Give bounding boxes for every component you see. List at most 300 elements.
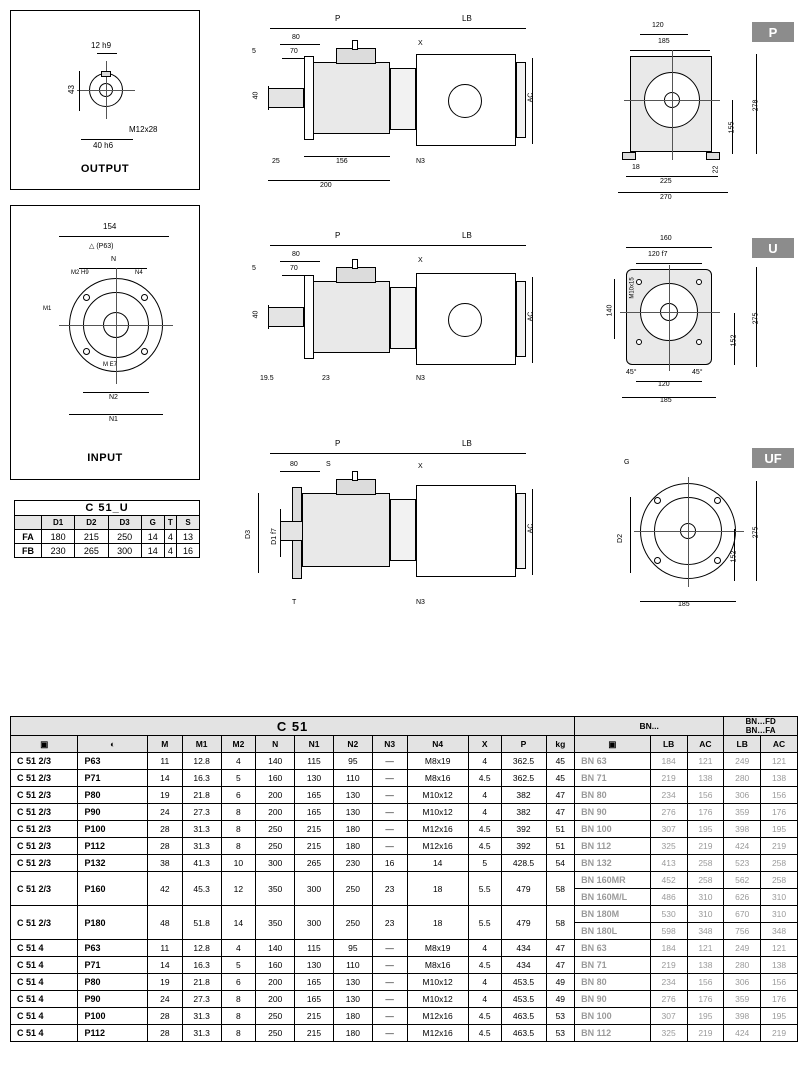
uff-bolt-tr — [714, 497, 721, 504]
ufs-dim-T: T — [292, 599, 297, 606]
cell-N2: 110 — [333, 770, 372, 787]
p-dim-40: 40 — [252, 91, 260, 100]
cell-ac2: 138 — [761, 957, 798, 974]
cell-ac2: 195 — [761, 821, 798, 838]
cell-M2: 8 — [221, 804, 256, 821]
table-row — [11, 855, 798, 872]
cell-M1: 16.3 — [182, 770, 221, 787]
cell-ac2: 138 — [761, 770, 798, 787]
cell-ac2: 258 — [761, 855, 798, 872]
c51u-col-s: S — [177, 516, 200, 530]
cell-lb2: 756 — [724, 923, 761, 940]
cell-ac: 219 — [687, 1025, 724, 1042]
cell-N3: — — [372, 991, 407, 1008]
cell-bn: BN 112 — [575, 838, 651, 855]
cell-lb: 307 — [650, 821, 687, 838]
cell-ac2: 310 — [761, 889, 798, 906]
uff-bolt-tl — [654, 497, 661, 504]
uff-dim-D2: D2 — [616, 534, 624, 543]
cell-N3: — — [372, 753, 407, 770]
cell-M1: 12.8 — [182, 753, 221, 770]
cell-gear: C 51 2/3 — [11, 838, 78, 855]
cell-N3: — — [372, 1008, 407, 1025]
u-gearbox-top-housing — [336, 267, 376, 283]
cell-lb: 234 — [650, 787, 687, 804]
cell-N: 250 — [256, 1025, 295, 1042]
table-row — [11, 872, 798, 889]
cell-ac2: 310 — [761, 906, 798, 923]
p-dim-156-line — [304, 156, 390, 157]
ufs-dim-P-line — [270, 453, 416, 454]
cell-P: 382 — [501, 804, 546, 821]
header-LB: LB — [650, 736, 687, 753]
cell-N4: M10x12 — [407, 974, 468, 991]
u-dim-80: 80 — [292, 251, 300, 258]
table-title-row — [11, 717, 798, 736]
cell-N: 200 — [256, 991, 295, 1008]
cell-motor: P90 — [78, 804, 148, 821]
cell-N1: 215 — [295, 1008, 334, 1025]
cell-N4: M12x16 — [407, 1025, 468, 1042]
uf2-dim-275: 275 — [752, 312, 760, 325]
cell-M2: 4 — [221, 940, 256, 957]
cell-lb2: 398 — [724, 821, 761, 838]
c51u-fb-d2: 265 — [75, 544, 108, 558]
cell-ac: 156 — [687, 974, 724, 991]
cell-ac2: 348 — [761, 923, 798, 940]
cell-N1: 215 — [295, 821, 334, 838]
input-bolt-hole-tl — [83, 294, 90, 301]
uff-dim-275: 275 — [752, 526, 760, 539]
cell-P: 382 — [501, 787, 546, 804]
c51u-fa-d2: 215 — [75, 530, 108, 544]
cell-N: 250 — [256, 821, 295, 838]
cell-M1: 12.8 — [182, 940, 221, 957]
cell-M2: 10 — [221, 855, 256, 872]
cell-M: 24 — [147, 804, 182, 821]
cell-X: 4.5 — [468, 1008, 501, 1025]
cell-lb2: 359 — [724, 804, 761, 821]
table-row — [11, 804, 798, 821]
uf2-bolt-br — [696, 339, 702, 345]
ufs-dim-D3: D3 — [244, 530, 252, 539]
ufs-output-shaft — [280, 521, 304, 541]
uf2-dim-m10x15: M10x15 — [629, 277, 636, 299]
output-panel — [10, 10, 200, 190]
c51u-fb-d3: 300 — [108, 544, 141, 558]
cell-lb: 325 — [650, 838, 687, 855]
c51u-fb-g: 14 — [141, 544, 164, 558]
c51u-row-fb — [15, 544, 200, 558]
u-dim-19-5: 19.5 — [260, 375, 274, 382]
cell-N: 140 — [256, 753, 295, 770]
table-row — [11, 838, 798, 855]
cell-N1: 165 — [295, 991, 334, 1008]
cell-M1: 31.3 — [182, 838, 221, 855]
pf-dim-120-line — [640, 34, 688, 35]
cell-motor: P80 — [78, 787, 148, 804]
cell-gear: C 51 4 — [11, 991, 78, 1008]
u-dim-23: 23 — [322, 375, 330, 382]
ufs-dim-80: 80 — [290, 461, 298, 468]
cell-bn: BN 100 — [575, 821, 651, 838]
cell-N4: M10x12 — [407, 991, 468, 1008]
cell-ac: 310 — [687, 906, 724, 923]
cell-ac2: 176 — [761, 804, 798, 821]
cell-kg: 49 — [546, 974, 575, 991]
cell-N4: M10x12 — [407, 804, 468, 821]
p-dim-156: 156 — [336, 158, 348, 165]
cell-P: 463.5 — [501, 1008, 546, 1025]
cell-M2: 8 — [221, 821, 256, 838]
cell-M: 14 — [147, 770, 182, 787]
cell-kg: 51 — [546, 838, 575, 855]
cell-N2: 130 — [333, 804, 372, 821]
cell-lb2: 424 — [724, 1025, 761, 1042]
cell-N1: 165 — [295, 804, 334, 821]
cell-N3: — — [372, 838, 407, 855]
cell-kg: 54 — [546, 855, 575, 872]
view-u-side — [240, 225, 540, 400]
uf2-dim-140: 140 — [606, 304, 614, 317]
cell-N3: 23 — [372, 872, 407, 906]
cell-N2: 95 — [333, 940, 372, 957]
p-dim-P: P — [335, 14, 341, 23]
input-dim-me7: M E7 — [103, 362, 118, 368]
cell-N1: 115 — [295, 753, 334, 770]
cell-kg: 45 — [546, 753, 575, 770]
cell-ac2: 219 — [761, 838, 798, 855]
cell-gear: C 51 2/3 — [11, 855, 78, 872]
cell-M: 48 — [147, 906, 182, 940]
cell-N2: 95 — [333, 753, 372, 770]
cell-P: 463.5 — [501, 1025, 546, 1042]
cell-M1: 27.3 — [182, 804, 221, 821]
header-motor-icon: ◐ — [78, 736, 148, 753]
cell-lb: 184 — [650, 940, 687, 957]
u-gearbox-flange — [304, 275, 314, 359]
header-P: P — [501, 736, 546, 753]
dimensions-table — [10, 716, 798, 1042]
header-AC2: AC — [761, 736, 798, 753]
cell-ac2: 258 — [761, 872, 798, 889]
cell-N4: M8x19 — [407, 753, 468, 770]
cell-P: 479 — [501, 872, 546, 906]
input-dim-n2: N2 — [109, 394, 118, 401]
cell-ac: 195 — [687, 1008, 724, 1025]
pf-dim-22: 22 — [712, 165, 720, 174]
p-dim-5: 5 — [252, 48, 256, 55]
pf-dim-270: 270 — [660, 194, 672, 201]
u-dim-40: 40 — [252, 310, 260, 319]
cell-ac: 348 — [687, 923, 724, 940]
uf2-dim-45a: 45° — [626, 369, 637, 376]
cell-lb2: 398 — [724, 1008, 761, 1025]
cell-lb2: 306 — [724, 787, 761, 804]
uf2-centerline-v — [669, 265, 670, 371]
u-dim-N3: N3 — [416, 375, 425, 382]
cell-bn: BN 100 — [575, 1008, 651, 1025]
tag-uf: UF — [752, 448, 794, 468]
cell-gear: C 51 2/3 — [11, 872, 78, 906]
cell-motor: P90 — [78, 991, 148, 1008]
cell-N3: — — [372, 821, 407, 838]
cell-lb: 413 — [650, 855, 687, 872]
cell-M: 28 — [147, 838, 182, 855]
cell-M2: 12 — [221, 872, 256, 906]
ufs-motor-body — [416, 485, 516, 577]
cell-gear: C 51 4 — [11, 1025, 78, 1042]
cell-M1: 31.3 — [182, 821, 221, 838]
output-dim-43: 43 — [66, 85, 76, 94]
cell-M2: 5 — [221, 957, 256, 974]
cell-P: 362.5 — [501, 770, 546, 787]
input-dim-154-line — [59, 236, 169, 237]
uf2-dim-120f7: 120 f7 — [648, 251, 668, 258]
cell-N4: M10x12 — [407, 787, 468, 804]
cell-lb2: 249 — [724, 753, 761, 770]
cell-kg: 53 — [546, 1008, 575, 1025]
cell-N1: 165 — [295, 787, 334, 804]
cell-bn: BN 80 — [575, 787, 651, 804]
p-dim-N3: N3 — [416, 158, 425, 165]
pf-dim-185-line — [630, 50, 710, 51]
pf-dim-225-line — [626, 176, 718, 177]
ufs-dim-N3: N3 — [416, 599, 425, 606]
cell-bn: BN 180M — [575, 906, 651, 923]
cell-X: 4 — [468, 787, 501, 804]
cell-motor: P71 — [78, 770, 148, 787]
cell-N3: — — [372, 940, 407, 957]
uff-dim-G: G — [624, 459, 630, 466]
table-row — [11, 1008, 798, 1025]
cell-M2: 8 — [221, 838, 256, 855]
output-dim-m12x28: M12x28 — [129, 125, 158, 134]
cell-N: 300 — [256, 855, 295, 872]
cell-N: 200 — [256, 787, 295, 804]
u-dim-LB-line — [416, 245, 526, 246]
cell-gear: C 51 2/3 — [11, 770, 78, 787]
cell-X: 5.5 — [468, 872, 501, 906]
ufs-motor-fan-cover — [516, 493, 526, 569]
ufs-dim-D3-line — [258, 493, 259, 573]
p-dim-80: 80 — [292, 34, 300, 41]
cell-gear: C 51 2/3 — [11, 821, 78, 838]
p-dim-AC: AC — [527, 92, 535, 103]
uf2-dim-185: 185 — [660, 397, 672, 404]
cell-bn: BN 132 — [575, 855, 651, 872]
cell-motor: P112 — [78, 838, 148, 855]
cell-kg: 58 — [546, 872, 575, 906]
cell-X: 4.5 — [468, 1025, 501, 1042]
cell-N: 350 — [256, 906, 295, 940]
cell-X: 4 — [468, 804, 501, 821]
u-gearbox-vent — [352, 259, 358, 269]
output-keyway — [101, 71, 111, 77]
input-warning-p63: △ (P63) — [89, 243, 114, 250]
cell-N4: M8x16 — [407, 770, 468, 787]
u-dim-X: X — [418, 257, 423, 264]
cell-X: 4 — [468, 940, 501, 957]
p-dim-80-line — [280, 44, 320, 45]
cell-lb: 276 — [650, 804, 687, 821]
header-N4: N4 — [407, 736, 468, 753]
header-X: X — [468, 736, 501, 753]
cell-P: 392 — [501, 821, 546, 838]
cell-lb: 307 — [650, 1008, 687, 1025]
input-dim-154: 154 — [103, 222, 117, 231]
cell-motor: P71 — [78, 957, 148, 974]
cell-N: 160 — [256, 957, 295, 974]
cell-bn: BN 63 — [575, 753, 651, 770]
cell-X: 4.5 — [468, 770, 501, 787]
input-bolt-hole-br — [141, 348, 148, 355]
pf-dim-270-line — [618, 192, 728, 193]
header-kg: kg — [546, 736, 575, 753]
c51u-col-d1: D1 — [41, 516, 74, 530]
cell-M2: 8 — [221, 991, 256, 1008]
cell-lb2: 523 — [724, 855, 761, 872]
table-title: C 51 — [11, 717, 575, 736]
cell-N2: 180 — [333, 838, 372, 855]
cell-kg: 47 — [546, 804, 575, 821]
cell-M2: 8 — [221, 1008, 256, 1025]
cell-ac: 258 — [687, 872, 724, 889]
ufs-dim-LB: LB — [462, 439, 472, 448]
input-dim-n2-line — [83, 392, 149, 393]
cell-motor: P112 — [78, 1025, 148, 1042]
cell-M: 19 — [147, 787, 182, 804]
cell-kg: 51 — [546, 821, 575, 838]
c51u-row-fa-label: FA — [15, 530, 42, 544]
cell-ac2: 176 — [761, 991, 798, 1008]
p-motor-fan-icon — [448, 84, 482, 118]
cell-ac: 219 — [687, 838, 724, 855]
input-dim-m1: M1 — [43, 306, 52, 312]
cell-N: 140 — [256, 940, 295, 957]
c51u-row-fa — [15, 530, 200, 544]
cell-N4: 14 — [407, 855, 468, 872]
header-LB2: LB — [724, 736, 761, 753]
ufs-dim-X: X — [418, 463, 423, 470]
header-M2: M2 — [221, 736, 256, 753]
cell-M: 19 — [147, 974, 182, 991]
cell-N1: 300 — [295, 906, 334, 940]
cell-lb2: 280 — [724, 957, 761, 974]
cell-gear: C 51 2/3 — [11, 753, 78, 770]
input-bolt-hole-bl — [83, 348, 90, 355]
output-dim-43-line — [79, 71, 80, 111]
cell-N1: 130 — [295, 770, 334, 787]
cell-bn: BN 180L — [575, 923, 651, 940]
input-dim-n4: N4 — [135, 270, 143, 276]
cell-N1: 115 — [295, 940, 334, 957]
u-dim-80-line — [280, 261, 320, 262]
cell-N3: — — [372, 957, 407, 974]
cell-ac2: 121 — [761, 753, 798, 770]
p-dim-P-line — [270, 28, 416, 29]
uf2-dim-152: 152 — [730, 334, 738, 347]
output-panel-title: OUTPUT — [80, 163, 130, 175]
header-bn-motor-icon: ▣ — [575, 736, 651, 753]
cell-lb: 530 — [650, 906, 687, 923]
cell-P: 428.5 — [501, 855, 546, 872]
c51u-title: C 51_U — [15, 501, 200, 516]
input-bolt-hole-tr — [141, 294, 148, 301]
pf-dim-120: 120 — [652, 22, 664, 29]
view-p-side — [240, 10, 540, 195]
table-row — [11, 940, 798, 957]
table-row — [11, 787, 798, 804]
uf2-bolt-tl — [636, 279, 642, 285]
u-motor-fan-cover — [516, 281, 526, 357]
table-group-bnfd: BN…FD BN…FA — [724, 717, 798, 736]
cell-ac: 258 — [687, 855, 724, 872]
cell-N2: 130 — [333, 787, 372, 804]
cell-gear: C 51 4 — [11, 974, 78, 991]
cell-kg: 58 — [546, 906, 575, 940]
cell-N4: M8x19 — [407, 940, 468, 957]
cell-X: 5.5 — [468, 906, 501, 940]
cell-P: 453.5 — [501, 974, 546, 991]
cell-motor: P63 — [78, 940, 148, 957]
cell-N1: 215 — [295, 1025, 334, 1042]
cell-lb: 452 — [650, 872, 687, 889]
cell-N: 160 — [256, 770, 295, 787]
uff-dim-185: 185 — [678, 601, 690, 608]
cell-N3: — — [372, 1025, 407, 1042]
cell-ac2: 156 — [761, 974, 798, 991]
uff-dim-D2-line — [630, 497, 631, 573]
table-row — [11, 957, 798, 974]
ufs-dim-LB-line — [416, 453, 526, 454]
cell-N1: 165 — [295, 974, 334, 991]
cell-M1: 27.3 — [182, 991, 221, 1008]
cell-bn: BN 90 — [575, 991, 651, 1008]
cell-gear: C 51 4 — [11, 957, 78, 974]
tag-u: U — [752, 238, 794, 258]
ufs-dim-AC: AC — [527, 523, 535, 534]
cell-ac: 195 — [687, 821, 724, 838]
c51u-fb-s: 16 — [177, 544, 200, 558]
cell-kg: 45 — [546, 770, 575, 787]
uff-centerline-v — [688, 477, 689, 587]
cell-ac: 138 — [687, 770, 724, 787]
table-row — [11, 974, 798, 991]
cell-gear: C 51 4 — [11, 1008, 78, 1025]
cell-N4: M12x16 — [407, 1008, 468, 1025]
cell-N4: M8x16 — [407, 957, 468, 974]
cell-N: 200 — [256, 804, 295, 821]
cell-bn: BN 71 — [575, 770, 651, 787]
cell-M1: 51.8 — [182, 906, 221, 940]
cell-lb2: 306 — [724, 974, 761, 991]
cell-ac2: 156 — [761, 787, 798, 804]
tag-p: P — [752, 22, 794, 42]
cell-lb2: 359 — [724, 991, 761, 1008]
p-dim-200: 200 — [320, 182, 332, 189]
cell-M: 11 — [147, 940, 182, 957]
cell-N3: — — [372, 787, 407, 804]
uff-centerline-h — [634, 531, 744, 532]
cell-ac: 156 — [687, 787, 724, 804]
cell-M2: 4 — [221, 753, 256, 770]
p-gearbox-body — [304, 62, 390, 134]
cell-M2: 6 — [221, 787, 256, 804]
uff-bolt-br — [714, 557, 721, 564]
cell-lb2: 424 — [724, 838, 761, 855]
table-row — [11, 753, 798, 770]
